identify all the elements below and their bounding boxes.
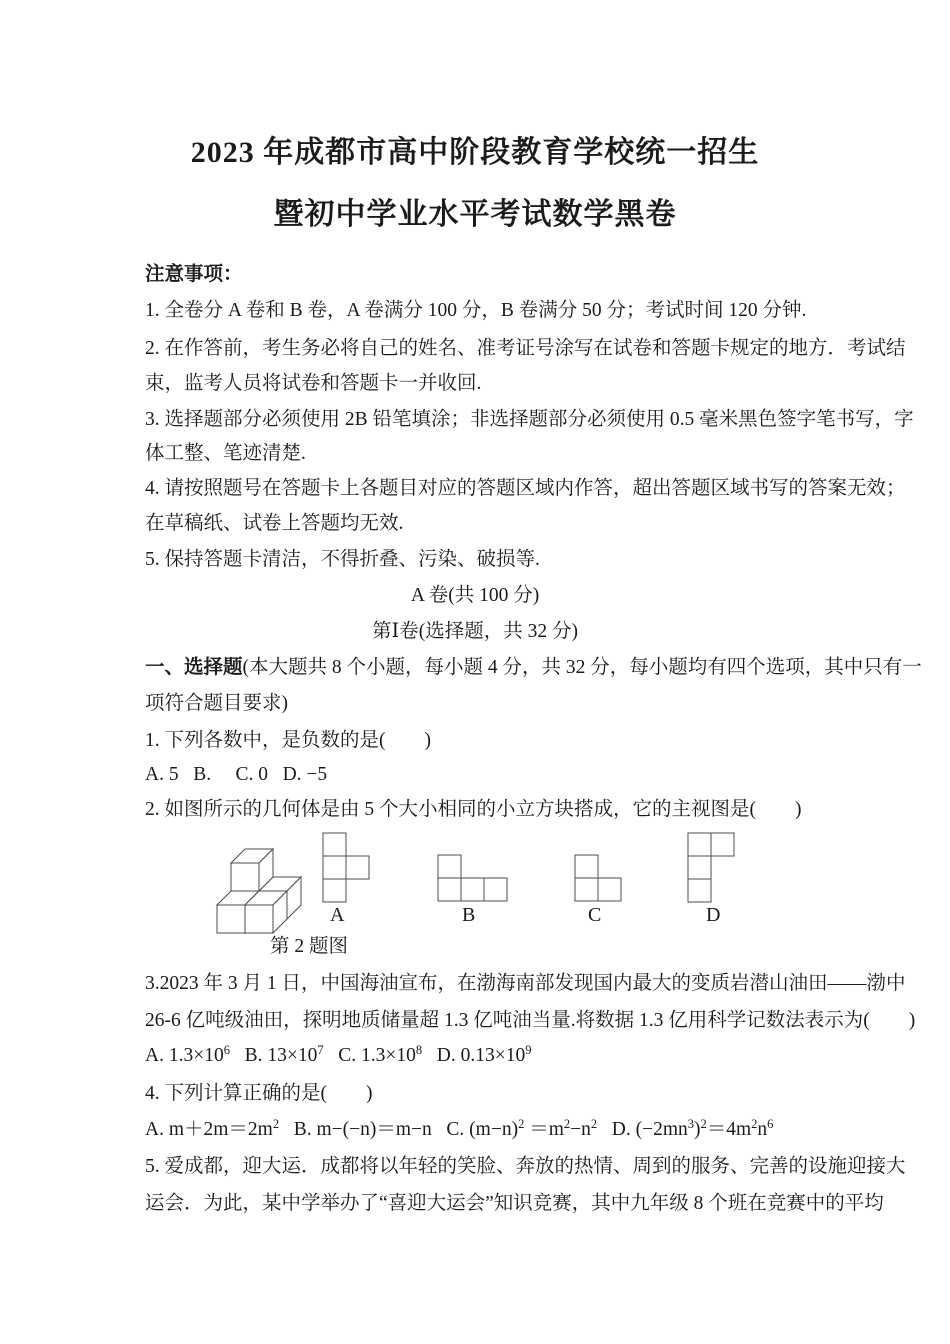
view-option-C-cell (575, 878, 598, 901)
notice-item-3-cont: 体工整、笔迹清楚. (145, 443, 306, 464)
notice-heading: 注意事项： (145, 263, 243, 285)
figure-option-label-C: C (588, 904, 602, 926)
view-option-D-cell (711, 833, 734, 856)
figure-option-label-D: D (706, 904, 721, 926)
question-4: 4. 下列计算正确的是( ) (145, 1083, 373, 1104)
question-3-options: A. $1.3\times 10^6$ B. $13\times 10^7$ C. $1.3\times 10^8$ D. $0.13\times 10^9$ (145, 1043, 532, 1066)
exam-title-line-2: 暨初中学业水平考试数学黑卷 (273, 198, 677, 231)
figure-option-label-B: B (462, 904, 476, 926)
view-option-D-cell (688, 856, 711, 879)
view-option-A-cell (323, 879, 346, 902)
notice-item-1: 1. 全卷分 A 卷和 B 卷，A 卷满分 100 分，B 卷满分 50 分；考试时间 120 分钟. (145, 300, 807, 321)
question-5-cont: 运会．为此，某中学举办了“喜迎大运会”知识竞赛，其中九年级 8 个班在竞赛中的平均 (145, 1193, 884, 1214)
question-2: 2. 如图所示的几何体是由 5 个大小相同的小立方块搭成，它的主视图是( ) (145, 799, 802, 820)
view-option-D-cell (688, 833, 711, 856)
view-option-A-cell (323, 856, 346, 879)
question-4-options: A. $m+2m=2m^2$ B. m−(−n)＝m−n C. $(m-n)^2 =m^2-n^2$ D. $(-2mn^3)^2=4m^2n^6$ (145, 1117, 774, 1140)
view-option-B-cell (438, 855, 461, 878)
cube-front-face (217, 905, 245, 933)
notice-item-2: 2. 在作答前，考生务必将自己的姓名、准考证号涂写在试卷和答题卡规定的地方．考试结 (145, 338, 906, 359)
view-option-A-cell (323, 833, 346, 856)
part-1-heading: 第Ⅰ卷(选择题，共 32 分) (372, 621, 578, 642)
figure-option-label-A: A (330, 904, 345, 926)
cube-front-face (231, 863, 259, 891)
notice-item-4: 4. 请按照题号在答题卡上各题目对应的答题区域内作答，超出答题区域书写的答案无效； (145, 478, 906, 499)
notice-item-3: 3. 选择题部分必须使用 2B 铅笔填涂；非选择题部分必须使用 0.5 毫米黑色签字笔书写，字 (145, 409, 914, 430)
notice-item-4-cont: 在草稿纸、试卷上答题均无效. (145, 513, 404, 534)
question-1-options: A. 5 B. C. 0 D. −5 (145, 764, 328, 785)
view-option-B-cell (484, 878, 507, 901)
question-2-figure (190, 820, 770, 970)
choice-section-heading-cont: 项符合题目要求) (145, 693, 288, 714)
view-option-B-cell (461, 878, 484, 901)
question-1: 1. 下列各数中，是负数的是( ) (145, 730, 431, 751)
section-a-heading: A 卷(共 100 分) (410, 585, 540, 606)
question-5: 5. 爱成都，迎大运．成都将以年轻的笑脸、奔放的热情、周到的服务、完善的设施迎接大 (145, 1156, 906, 1177)
question-3: 3.2023 年 3 月 1 日，中国海油宣布，在渤海南部发现国内最大的变质岩潜山油田——渤中 (145, 973, 906, 994)
figure-caption: 第 2 题图 (270, 936, 349, 957)
view-option-C-cell (575, 855, 598, 878)
cube-front-face (245, 905, 273, 933)
question-3-cont: 26-6 亿吨级油田，探明地质储量超 1.3 亿吨油当量.将数据 1.3 亿用科学记数法表示为( ) (145, 1010, 916, 1031)
choice-section-heading: 一、选择题(本大题共 8 个小题，每小题 4 分，共 32 分，每小题均有四个选项，其中只有一 (145, 656, 922, 678)
exam-title-line-1: 2023 年成都市高中阶段教育学校统一招生 (190, 136, 760, 169)
notice-item-2-cont: 束，监考人员将试卷和答题卡一并收回. (145, 373, 482, 394)
view-option-D-cell (688, 879, 711, 902)
view-option-C-cell (598, 878, 621, 901)
notice-item-5: 5. 保持答题卡清洁，不得折叠、污染、破损等. (145, 549, 540, 570)
view-option-A-cell (346, 856, 369, 879)
view-option-B-cell (438, 878, 461, 901)
